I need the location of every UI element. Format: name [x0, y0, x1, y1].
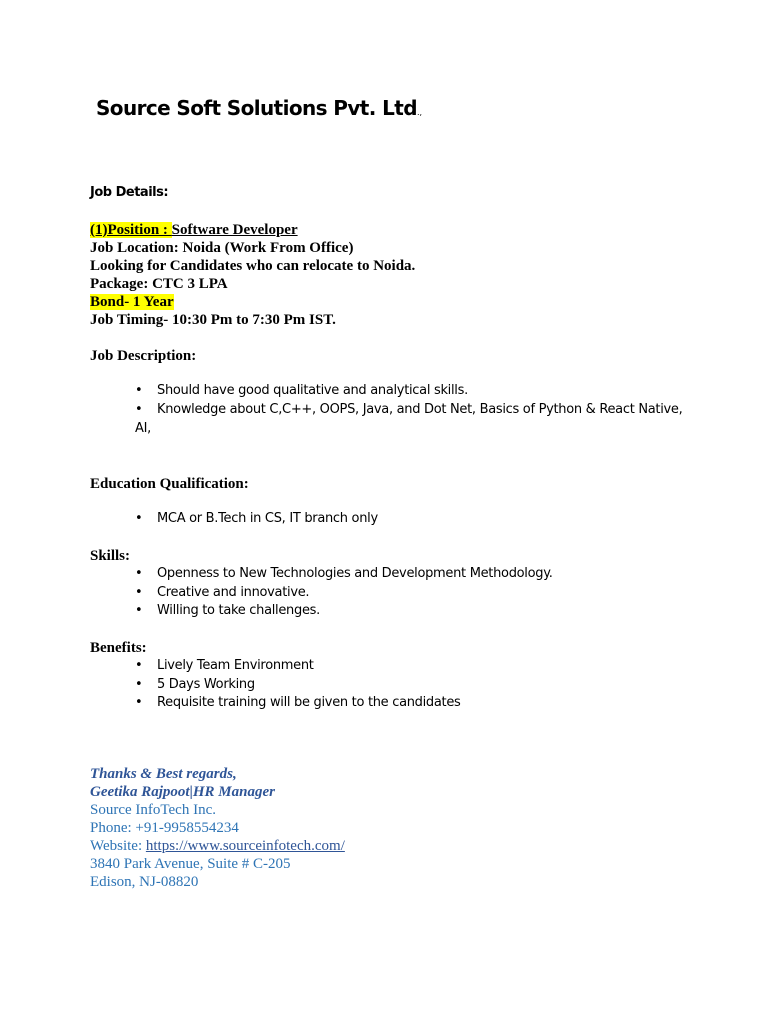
relocate-note: Looking for Candidates who can relocate to Noida.	[90, 258, 416, 274]
signature-address-line1: 3840 Park Avenue, Suite # C-205	[90, 856, 291, 872]
job-description-list	[135, 382, 697, 439]
job-location: Job Location: Noida (Work From Office)	[90, 240, 354, 256]
bond-text: Bond- 1 Year	[90, 294, 174, 310]
signature-phone: Phone: +91-9958554234	[90, 820, 239, 836]
list-item: • Willing to take challenges.	[135, 602, 553, 621]
benefits-list	[135, 657, 461, 713]
bullet-icon: •	[135, 584, 143, 600]
list-item: • Creative and innovative.	[135, 584, 553, 603]
signature-regards: Thanks & Best regards,	[90, 766, 237, 782]
skills-heading: Skills:	[90, 548, 131, 564]
company-suffix: .,	[416, 108, 423, 117]
position-title: oftware Developer	[180, 222, 298, 238]
bullet-icon: •	[135, 383, 143, 398]
job-timing: Job Timing- 10:30 Pm to 7:30 Pm IST.	[90, 312, 336, 328]
bond	[90, 293, 174, 311]
bullet-icon: •	[135, 511, 143, 526]
bullet-icon: •	[135, 401, 143, 417]
signature-address-line2: Edison, NJ-08820	[90, 874, 199, 890]
list-item: • Requisite training will be given to the candidates	[135, 694, 461, 713]
signature-company: Source InfoTech Inc.	[90, 802, 216, 818]
list-item: • MCA or B.Tech in CS, IT branch only	[135, 510, 378, 529]
benefits-heading: Benefits:	[90, 640, 147, 656]
education-heading: Education Qualification:	[90, 476, 249, 492]
list-item: • Should have good qualitative and analytical skills.	[135, 382, 697, 401]
position-first-letter: S	[171, 222, 181, 238]
skills-list	[135, 565, 553, 621]
company-title	[96, 96, 422, 120]
list-item: • 5 Days Working	[135, 676, 461, 695]
education-list	[135, 510, 378, 529]
package: Package: CTC 3 LPA	[90, 276, 228, 292]
company-name: Source Soft Solutions Pvt. Ltd	[96, 96, 417, 120]
job-description-heading: Job Description:	[90, 348, 197, 364]
signature-website	[90, 837, 345, 855]
website-label: Website:	[90, 838, 146, 854]
signature-name-title: Geetika Rajpoot|HR Manager	[90, 784, 275, 800]
bullet-icon: •	[135, 658, 143, 673]
position-label: (1)Position :	[90, 222, 172, 238]
bullet-icon: •	[135, 695, 143, 711]
bullet-icon: •	[135, 566, 143, 581]
bullet-icon: •	[135, 603, 143, 619]
website-link[interactable]: https://www.sourceinfotech.com/	[145, 838, 345, 854]
list-item: • Lively Team Environment	[135, 657, 461, 676]
list-item: • Openness to New Technologies and Development Methodology.	[135, 565, 553, 584]
list-item: • Knowledge about C,C++, OOPS, Java, and Dot Net, Basics of Python & React Native, AI,	[135, 401, 683, 437]
job-details-label: Job Details:	[90, 185, 169, 200]
position-line	[90, 221, 298, 239]
bullet-icon: •	[135, 676, 143, 692]
